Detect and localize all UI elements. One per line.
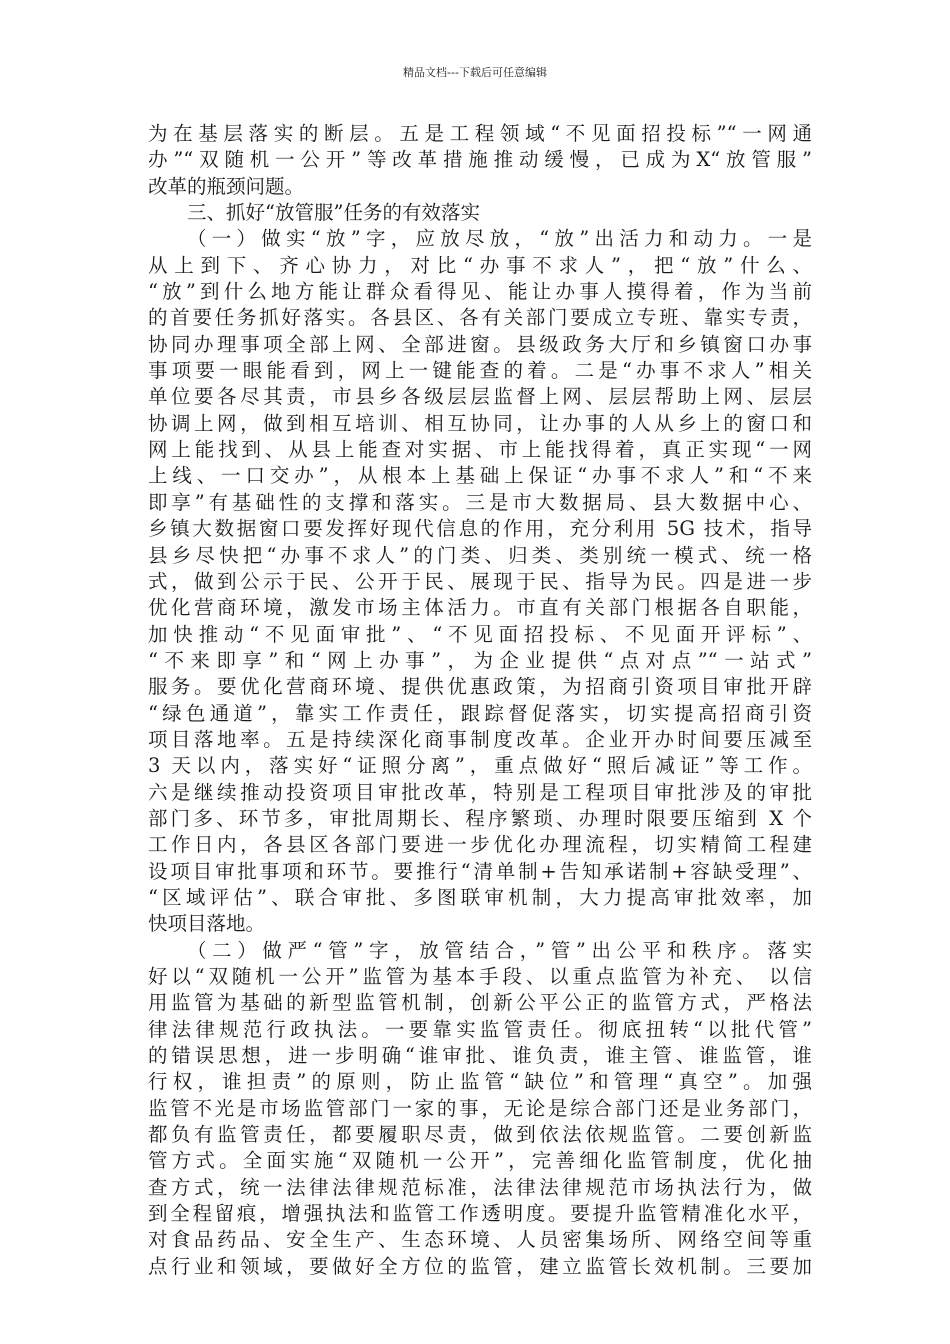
text-line: 网上能找到、从县上能查对实据、市上能找得着，真正实现“一网 [148, 438, 812, 462]
text-line: “不来即享”和“网上办事”，为企业提供“点对点”“一站式” [148, 648, 812, 672]
text-line: 改革的瓶颈问题。 [148, 174, 305, 198]
text-line: 从上到下、齐心协力，对比“办事不求人”，把“放”什么、 [148, 253, 812, 277]
text-line: 快项目落地。 [148, 912, 266, 936]
page-header: 精品文档---下载后可任意编辑 [403, 66, 547, 79]
text-line: 为在基层落实的断层。五是工程领域“不见面招投标”“一网通 [148, 122, 812, 145]
text-line: 都负有监管责任，都要履职尽责，做到依法依规监管。二要创新监 [148, 1123, 812, 1147]
text-line: 加快推动“不见面审批”、“不见面招投标、不见面开评标”、 [148, 622, 812, 646]
text-line: 乡镇大数据窗口要发挥好现代信息的作用，充分利用 5G 技术，指导 [148, 517, 812, 541]
text-line: 用监管为基础的新型监管机制，创新公平公正的监管方式，严格法 [148, 991, 812, 1015]
text-line: 对食品药品、安全生产、生态环境、人员密集场所、网络空间等重 [148, 1228, 812, 1252]
text-line: 行权，谁担责”的原则，防止监管“缺位”和管理“真空”。加强 [148, 1070, 812, 1094]
text-line: “放”到什么地方能让群众看得见、能让办事人摸得着，作为当前 [148, 280, 812, 304]
text-line: 式，做到公示于民、公开于民、展现于民、指导为民。四是进一步 [148, 569, 812, 593]
text-line: 部门多、环节多，审批周期长、程序繁琐、办理时限要压缩到 X 个 [148, 806, 812, 830]
text-line: 六是继续推动投资项目审批改革，特别是工程项目审批涉及的审批 [148, 780, 812, 804]
text-line: 点行业和领域，要做好全方位的监管，建立监管长效机制。三要加 [148, 1254, 812, 1278]
text-line: 协同办理事项全部上网、全部进窗。县级政务大厅和乡镇窗口办事 [148, 332, 812, 356]
document-body [148, 121, 812, 1280]
text-line: 三、抓好“放管服”任务的有效落实 [187, 201, 480, 225]
text-line: 的首要任务抓好落实。各县区、各有关部门要成立专班、靠实专责， [148, 306, 812, 330]
text-line: 律法律规范行政执法。一要靠实监管责任。彻底扭转“以批代管” [148, 1017, 812, 1041]
text-line: 设项目审批事项和环节。要推行“清单制+告知承诺制+容缺受理”、 [148, 859, 812, 883]
text-line: 办”“双随机一公开”等改革措施推动缓慢，已成为X“放管服” [148, 148, 812, 172]
text-line: 监管不光是市场监管部门一家的事，无论是综合部门还是业务部门， [148, 1096, 812, 1120]
text-line: “绿色通道”，靠实工作责任，跟踪督促落实，切实提高招商引资 [148, 701, 812, 725]
text-line: 服务。要优化营商环境、提供优惠政策，为招商引资项目审批开辟 [148, 675, 812, 699]
text-line: 优化营商环境，激发市场主体活力。市直有关部门根据各自职能， [148, 596, 812, 620]
text-line: 协调上网，做到相互培训、相互协同，让办事的人从乡上的窗口和 [148, 411, 812, 435]
text-line: 即享”有基础性的支撑和落实。三是市大数据局、县大数据中心、 [148, 490, 812, 514]
text-line: 单位要各尽其责，市县乡各级层层监督上网、层层帮助上网、层层 [148, 385, 812, 409]
text-line: 3 天以内，落实好“证照分离”，重点做好“照后减证”等工作。 [148, 754, 812, 778]
text-line: 到全程留痕，增强执法和监管工作透明度。要提升监管精准化水平， [148, 1202, 812, 1226]
text-line: 好以“双随机一公开”监管为基本手段、以重点监管为补充、 以信 [148, 965, 812, 988]
text-line: （二）做严“管”字，放管结合，”管”出公平和秩序。落实 [187, 938, 812, 962]
text-line: 管方式。全面实施“双随机一公开”，完善细化监管制度，优化抽 [148, 1149, 812, 1173]
text-line: 工作日内，各县区各部门要进一步优化办理流程，切实精简工程建 [148, 833, 812, 857]
text-line: 上线、一口交办”，从根本上基础上保证“办事不求人”和“不来 [148, 464, 812, 488]
text-line: “区域评估”、联合审批、多图联审机制，大力提高审批效率，加 [148, 885, 812, 909]
text-line: 的错误思想，进一步明确“谁审批、谁负责，谁主管、谁监管，谁 [148, 1044, 812, 1068]
text-line: 查方式，统一法律法律规范标准，法律法律规范市场执法行为，做 [148, 1175, 812, 1199]
text-line: 县乡尽快把“办事不求人”的门类、归类、类别统一模式、统一格 [148, 543, 812, 567]
text-line: 项目落地率。五是持续深化商事制度改革。企业开办时间要压减至 [148, 727, 812, 751]
text-line: 事项要一眼能看到，网上一键能查的着。二是“办事不求人”相关 [148, 359, 812, 383]
text-line: （一）做实“放”字，应放尽放，“放”出活力和动力。一是 [187, 227, 812, 251]
